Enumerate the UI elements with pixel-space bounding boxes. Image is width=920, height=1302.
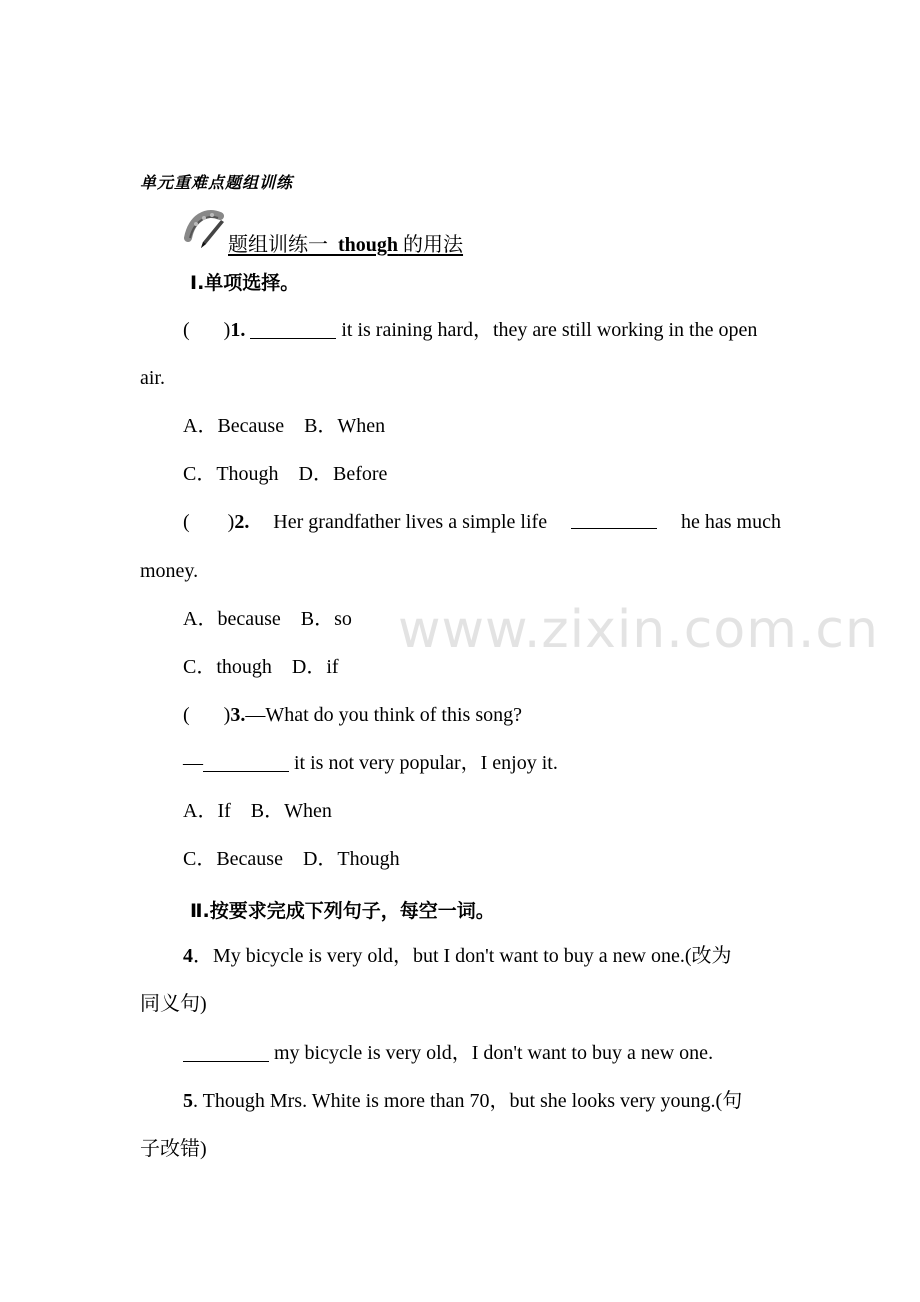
question-4	[183, 944, 732, 968]
question-text-after: he has much	[680, 511, 781, 533]
group-heading-suffix: 的用法	[403, 232, 464, 256]
answer-blank[interactable]	[250, 320, 336, 339]
section-title: 单元重难点题组训练	[140, 173, 294, 192]
question-text: —What do you think of this song?	[245, 704, 522, 726]
question-2-continued: money.	[140, 560, 199, 582]
question-number: 1.	[230, 319, 246, 341]
question-number: 4	[183, 945, 193, 967]
question-4-answer-line	[183, 1041, 713, 1065]
question-text: ．My bicycle is very old，but I don't want to buy a new one.(改为	[193, 945, 732, 967]
part2-title: Ⅱ.按要求完成下列句子，每空一词。	[190, 900, 495, 922]
question-1-continued: air.	[140, 367, 165, 389]
watermark: www.zixin.com.cn	[398, 600, 879, 660]
question-3-reply: — it is not very popular，I enjoy it.	[183, 752, 558, 774]
question-2: ( )2. Her grandfather lives a simple life he has much	[183, 511, 781, 533]
question-1: ( )1. it is raining hard，they are still working in the open	[183, 319, 758, 341]
question-2-options-cd: C．though D．if	[183, 656, 339, 678]
question-5-continued: 子改错)	[140, 1138, 207, 1160]
question-5	[183, 1089, 742, 1113]
question-3-options-cd: C．Because D．Though	[183, 848, 400, 870]
question-text: it is raining hard，they are still working in the open	[341, 319, 758, 341]
answer-blank[interactable]	[183, 1043, 269, 1062]
answer-sentence: my bicycle is very old，I don't want to buy a new one.	[274, 1042, 714, 1064]
question-3: ( )3.—What do you think of this song?	[183, 704, 522, 726]
question-number: 5	[183, 1090, 193, 1112]
question-1-options-ab: A．Because B．When	[183, 415, 386, 437]
answer-blank[interactable]	[203, 753, 289, 772]
question-text: . Though Mrs. White is more than 70，but she looks very young.(句	[193, 1090, 743, 1112]
answer-blank[interactable]	[571, 510, 657, 529]
question-text: Her grandfather lives a simple life	[273, 511, 548, 533]
group-heading-keyword: though	[338, 234, 399, 256]
pencil-icon	[184, 208, 228, 250]
question-number: 2.	[234, 511, 250, 533]
question-2-options-ab: A．because B．so	[183, 608, 352, 630]
question-4-continued: 同义句)	[140, 993, 207, 1015]
question-3-options-ab: A．If B．When	[183, 800, 332, 822]
group-heading-prefix: 题组训练一	[228, 232, 328, 256]
part1-title: Ⅰ.单项选择。	[190, 272, 300, 294]
question-reply-text: it is not very popular，I enjoy it.	[294, 752, 558, 774]
question-1-options-cd: C．Though D．Before	[183, 463, 388, 485]
question-number: 3.	[230, 704, 246, 726]
